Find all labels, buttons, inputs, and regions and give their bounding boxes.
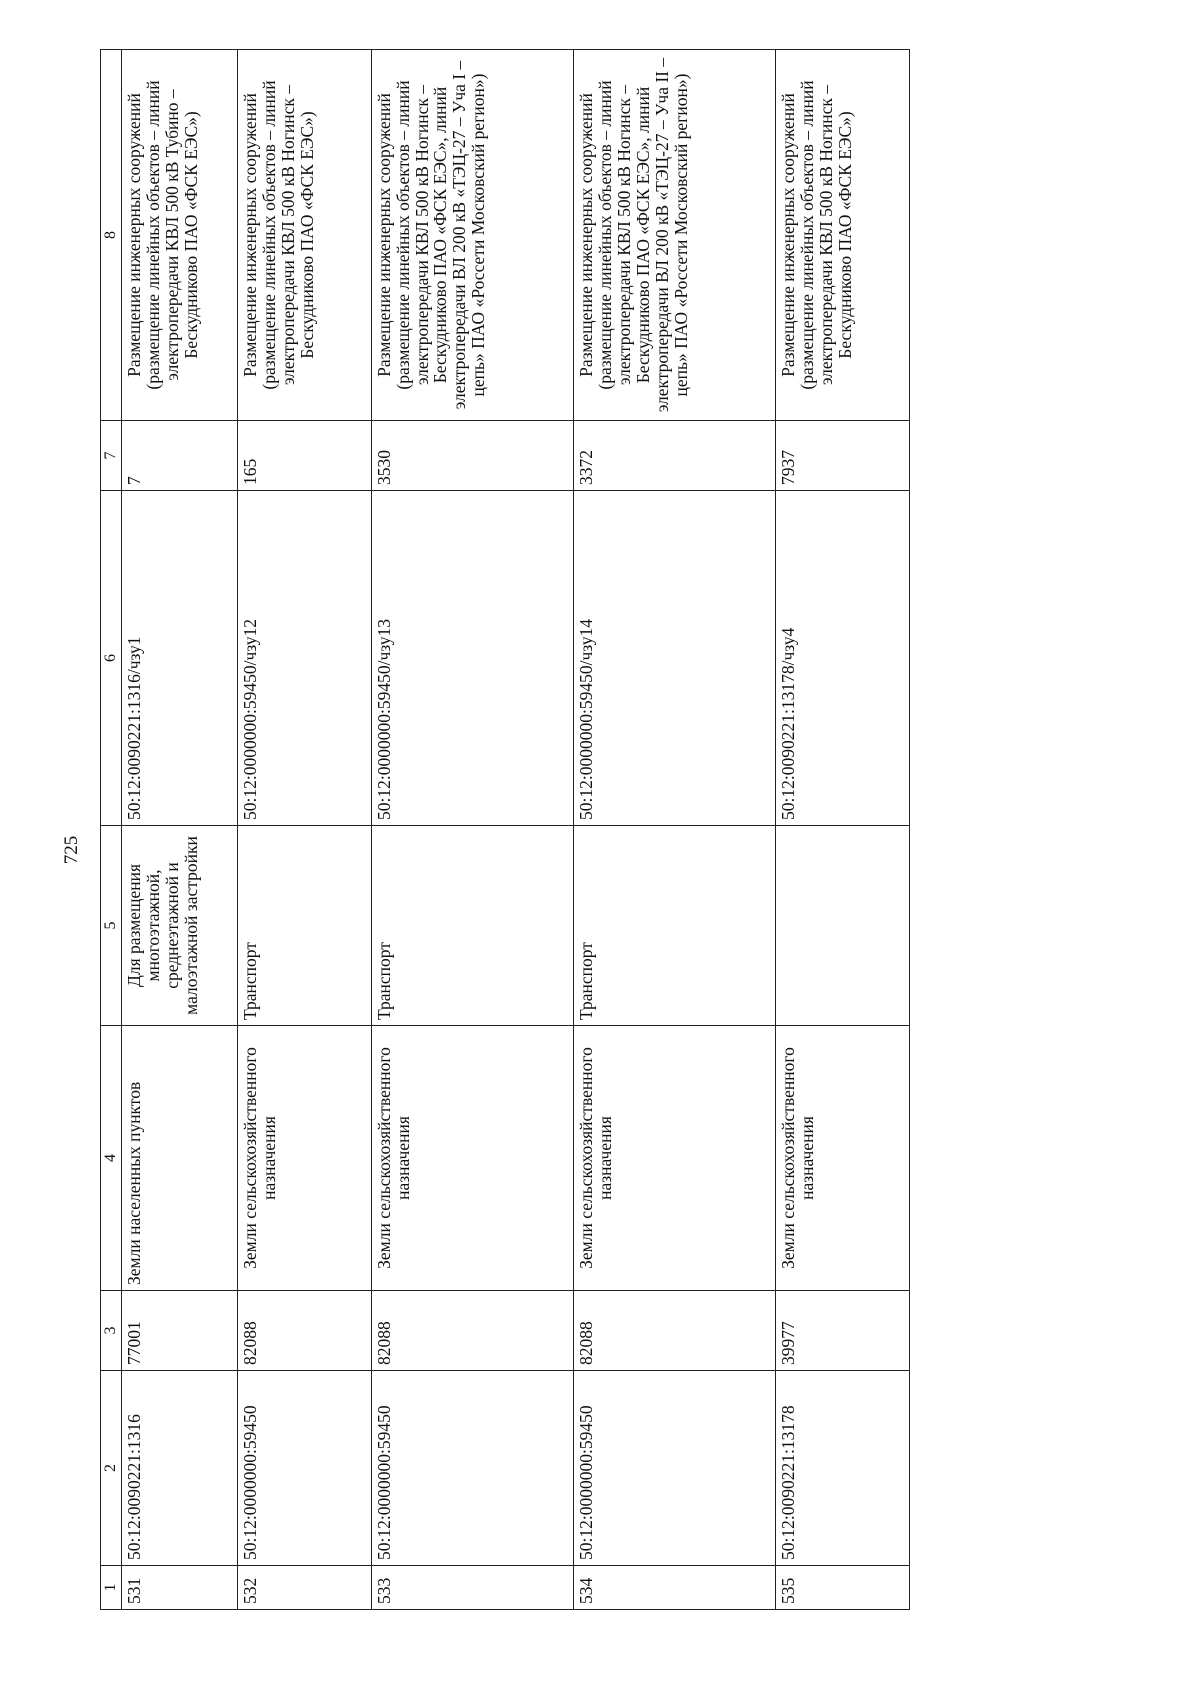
code-cell: 39977 [776, 1291, 910, 1371]
table-row [371, 50, 573, 1610]
cadastral-number: 50:12:0090221:13178 [776, 1371, 910, 1566]
column-header: 8 [101, 50, 122, 421]
zone-number: 50:12:0000000:59450/чзу12 [238, 491, 371, 826]
table-row [776, 50, 910, 1610]
purpose-cell: Размещение инженерных сооружений (размещение линейных объектов – линий электропередачи КВЛ 500 кВ Тубино – Бескудниково ПАО «ФСК ЕЭС») [122, 50, 238, 421]
purpose-cell: Размещение инженерных сооружений (размещение линейных объектов – линий электропередачи КВЛ 500 кВ Ногинск – Бескудниково ПАО «ФСК ЕЭС») [238, 50, 371, 421]
permitted-use: Для размещения многоэтажной, среднеэтажной и малоэтажной застройки [122, 826, 238, 1026]
cadastral-number: 50:12:0000000:59450 [574, 1371, 776, 1566]
zone-number: 50:12:0000000:59450/чзу14 [574, 491, 776, 826]
column-header: 2 [101, 1371, 122, 1566]
land-category: Земли сельскохозяйственного назначения [574, 1026, 776, 1291]
land-category: Земли сельскохозяйственного назначения [371, 1026, 573, 1291]
row-number: 535 [776, 1566, 910, 1610]
column-header: 6 [101, 491, 122, 826]
column-header: 5 [101, 826, 122, 1026]
zone-number: 50:12:0090221:1316/чзу1 [122, 491, 238, 826]
cadastral-number: 50:12:0000000:59450 [238, 1371, 371, 1566]
table-row [574, 50, 776, 1610]
code-cell: 77001 [122, 1291, 238, 1371]
code-cell: 82088 [371, 1291, 573, 1371]
purpose-cell: Размещение инженерных сооружений (размещение линейных объектов – линий электропередачи КВЛ 500 кВ Ногинск – Бескудниково ПАО «ФСК ЕЭС», линий электропередачи ВЛ 200 кВ «ТЭЦ-27 – Уча I – цепь» ПАО «Россети Московский регион») [371, 50, 573, 421]
code-cell: 82088 [238, 1291, 371, 1371]
header-row [101, 50, 122, 1610]
column-header: 3 [101, 1291, 122, 1371]
permitted-use [776, 826, 910, 1026]
cadastral-number: 50:12:0000000:59450 [371, 1371, 573, 1566]
area-value: 3530 [371, 421, 573, 491]
land-category: Земли сельскохозяйственного назначения [238, 1026, 371, 1291]
column-header: 1 [101, 1566, 122, 1610]
table-row [238, 50, 371, 1610]
row-number: 534 [574, 1566, 776, 1610]
page-number: 725 [61, 835, 82, 865]
row-number: 532 [238, 1566, 371, 1610]
row-number: 533 [371, 1566, 573, 1610]
permitted-use: Транспорт [238, 826, 371, 1026]
code-cell: 82088 [574, 1291, 776, 1371]
area-value: 165 [238, 421, 371, 491]
area-value: 7 [122, 421, 238, 491]
permitted-use: Транспорт [371, 826, 573, 1026]
permitted-use: Транспорт [574, 826, 776, 1026]
land-category: Земли населенных пунктов [122, 1026, 238, 1291]
land-category: Земли сельскохозяйственного назначения [776, 1026, 910, 1291]
table-row [122, 50, 238, 1610]
column-header: 4 [101, 1026, 122, 1291]
area-value: 7937 [776, 421, 910, 491]
purpose-cell: Размещение инженерных сооружений (размещение линейных объектов – линий электропередачи КВЛ 500 кВ Ногинск – Бескудниково ПАО «ФСК ЕЭС») [776, 50, 910, 421]
area-value: 3372 [574, 421, 776, 491]
purpose-cell: Размещение инженерных сооружений (размещение линейных объектов – линий электропередачи КВЛ 500 кВ Ногинск – Бескудниково ПАО «ФСК ЕЭС», линий электропередачи ВЛ 200 кВ «ТЭЦ-27 – Уча II – цепь» ПАО «Россети Московский регион») [574, 50, 776, 421]
zone-number: 50:12:0000000:59450/чзу13 [371, 491, 573, 826]
zone-number: 50:12:0090221:13178/чзу4 [776, 491, 910, 826]
rotated-table-container [100, 50, 910, 1610]
cadastral-number: 50:12:0090221:1316 [122, 1371, 238, 1566]
land-plots-table [100, 49, 910, 1610]
column-header: 7 [101, 421, 122, 491]
row-number: 531 [122, 1566, 238, 1610]
